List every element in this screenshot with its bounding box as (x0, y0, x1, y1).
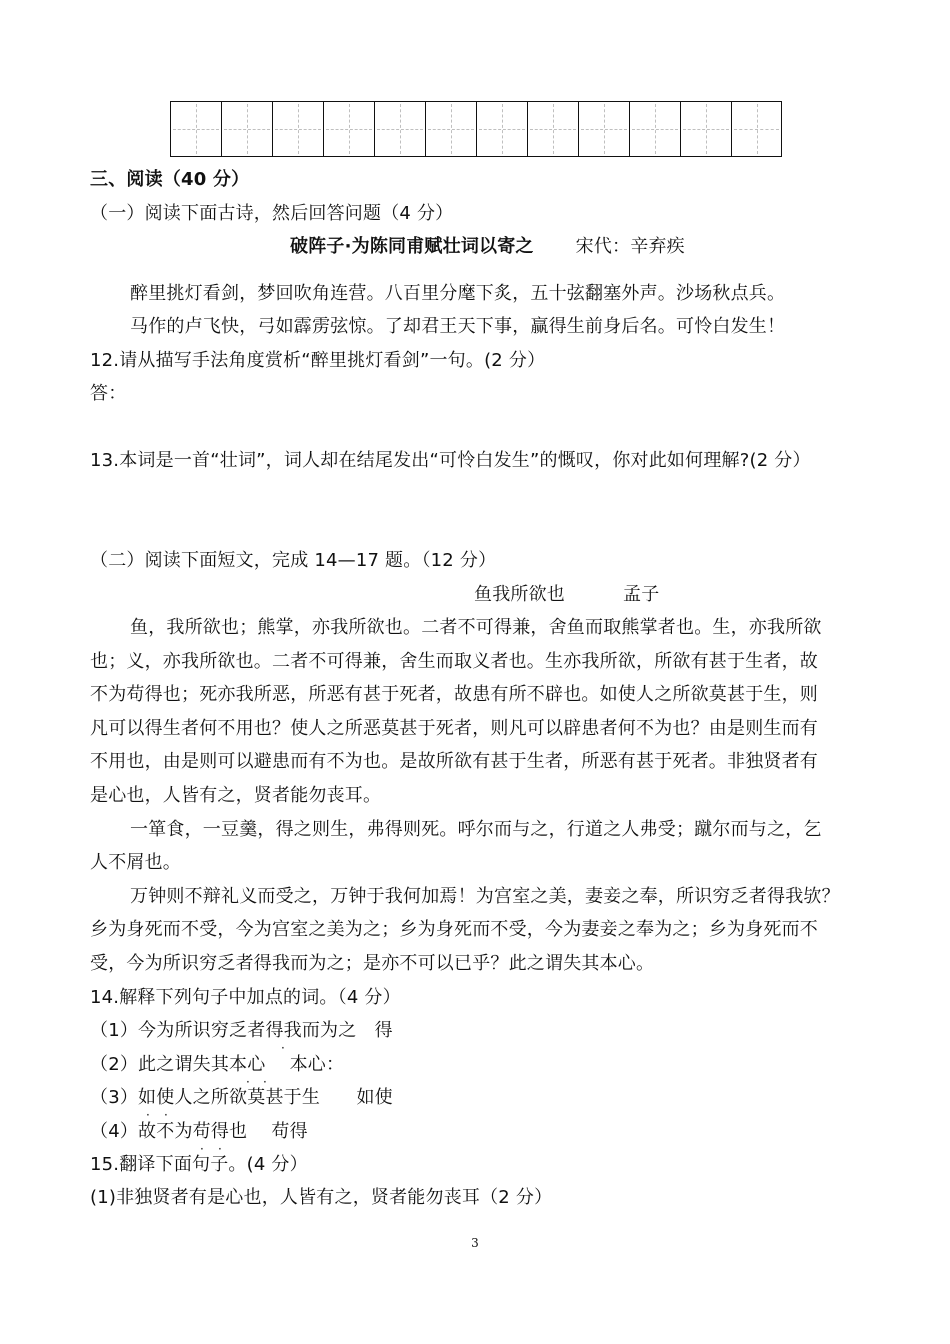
essay-p1-line: 不为苟得也；死亦我所恶，所恶有甚于死者，故患有所不辟也。如使人之所欲莫甚于生，则 (90, 684, 818, 705)
question-14-prompt: 14.解释下列句子中加点的词。（4 分） (90, 987, 401, 1008)
emphasis-dot: · (246, 1075, 250, 1089)
answer-grid (170, 101, 782, 157)
question-15-item: (1)非独贤者有是心也，人皆有之，贤者能勿丧耳（2 分） (90, 1187, 553, 1208)
essay-author: 孟子 (623, 584, 660, 605)
essay-p3-line: 乡为身死而不受，今为宫室之美为之；乡为身死而不受，今为妻妾之奉为之；乡为身死而不 (90, 919, 818, 940)
grid-cell (578, 101, 629, 157)
poem-header (290, 235, 685, 259)
question-13: 13.本词是一首“壮词”，词人却在结尾发出“可怜白发生”的慨叹，你对此如何理解?(2 分） (90, 450, 811, 471)
question-12: 12.请从描写手法角度赏析“醉里挑灯看剑”一句。(2 分） (90, 350, 546, 371)
question-14-item: （3）如使人之所欲莫甚于生 如使 (90, 1087, 393, 1108)
grid-cell (170, 101, 221, 157)
grid-cell (323, 101, 374, 157)
essay-p3-line: 万钟则不辩礼义而受之，万钟于我何加焉！为宫室之美，妻妾之奉，所识穷乏者得我欤？ (130, 886, 840, 907)
question-15-prompt: 15.翻译下面句子。(4 分） (90, 1154, 308, 1175)
part1-intro: （一）阅读下面古诗，然后回答问题（4 分） (90, 203, 454, 224)
grid-cell (221, 101, 272, 157)
essay-p1-line: 不用也，由是则可以避患而有不为也。是故所欲有甚于生者，所恶有甚于死者。非独贤者有 (90, 751, 818, 772)
question-14-item: （2）此之谓失其本心 本心： (90, 1054, 345, 1075)
poem-author: 宋代：辛弃疾 (575, 236, 685, 257)
essay-p2-line: 人不屑也。 (90, 852, 181, 873)
grid-cell (476, 101, 527, 157)
grid-cell (680, 101, 731, 157)
essay-title: 鱼我所欲也 (474, 584, 565, 605)
emphasis-dot: · (164, 1108, 168, 1122)
page-number: 3 (471, 1236, 479, 1250)
essay-p1-line: 也；义，亦我所欲也。二者不可得兼，舍生而取义者也。生亦我所欲，所欲有甚于生者，故 (90, 651, 818, 672)
grid-cell (731, 101, 782, 157)
emphasis-dot: · (263, 1075, 267, 1089)
essay-p2-line: 一箪食，一豆羹，得之则生，弗得则死。呼尔而与之，行道之人弗受；蹴尔而与之，乞 (130, 819, 822, 840)
part2-intro: （二）阅读下面短文，完成 14—17 题。（12 分） (90, 550, 497, 571)
emphasis-dot: · (218, 1142, 222, 1156)
section-heading: 三、阅读（40 分） (90, 169, 250, 190)
grid-cell (374, 101, 425, 157)
essay-p1-line: 凡可以得生者何不用也？使人之所恶莫甚于死者，则凡可以辟患者何不为也？由是则生而有 (90, 718, 818, 739)
poem-line-2: 马作的卢飞快，弓如霹雳弦惊。了却君王天下事，赢得生前身后名。可怜白发生！ (130, 316, 786, 337)
essay-p1-line: 鱼，我所欲也；熊掌，亦我所欲也。二者不可得兼，舍鱼而取熊掌者也。生，亦我所欲 (130, 617, 822, 638)
question-14-item: （1）今为所识穷乏者得我而为之 得 (90, 1020, 393, 1041)
grid-cell (527, 101, 578, 157)
poem-line-1: 醉里挑灯看剑，梦回吹角连营。八百里分麾下炙，五十弦翻塞外声。沙场秋点兵。 (130, 283, 786, 304)
answer-label: 答： (90, 383, 127, 404)
essay-p1-line: 是心也，人皆有之，贤者能勿丧耳。 (90, 785, 382, 806)
emphasis-dot: · (200, 1142, 204, 1156)
question-14-item: （4）故不为苟得也 苟得 (90, 1121, 308, 1142)
essay-header (474, 583, 659, 607)
essay-p3-line: 受，今为所识穷乏者得我而为之；是亦不可以已乎？此之谓失其本心。 (90, 953, 655, 974)
grid-cell (629, 101, 680, 157)
grid-cell (272, 101, 323, 157)
poem-title: 破阵子·为陈同甫赋壮词以寄之 (290, 236, 534, 257)
emphasis-dot: · (146, 1108, 150, 1122)
emphasis-dot: · (281, 1041, 285, 1055)
grid-cell (425, 101, 476, 157)
